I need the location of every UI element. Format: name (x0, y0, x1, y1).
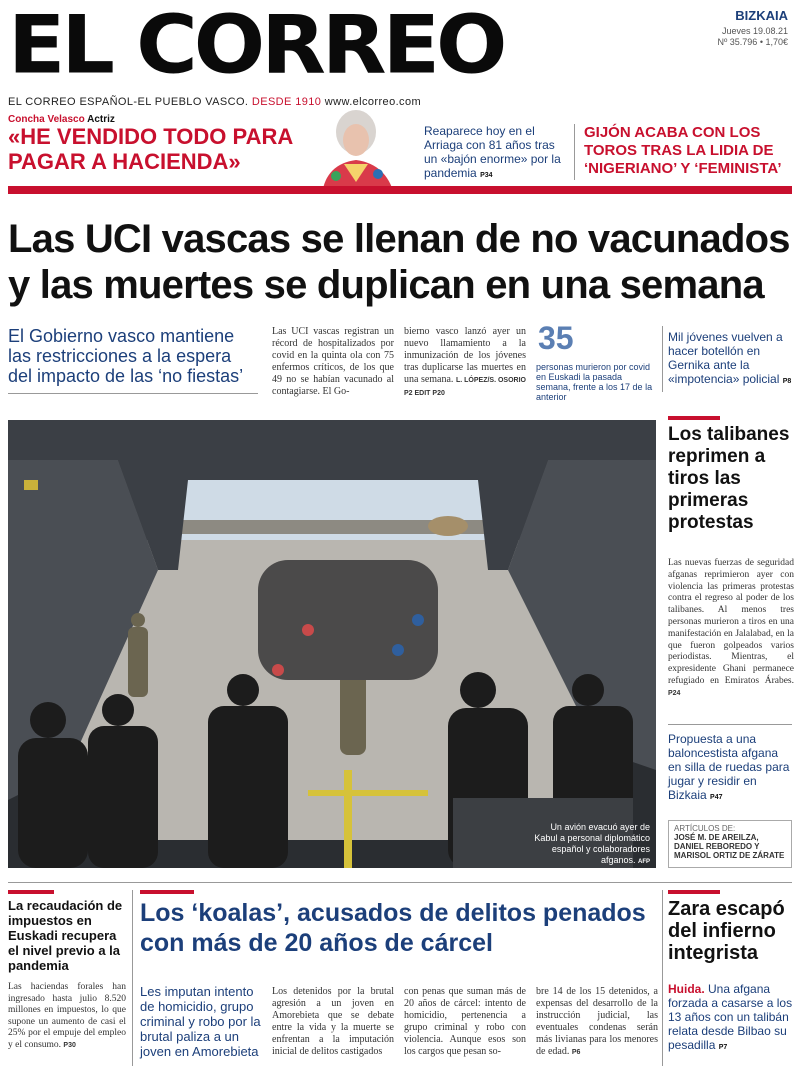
baloncesto-text: Propuesta a una baloncestista afgana en silla de ruedas para jugar y residir en Bizkaia (668, 732, 790, 802)
velasco-portrait (304, 102, 404, 194)
talibanes-body (668, 558, 794, 700)
teaser-divider (574, 124, 575, 180)
opinion-label: ARTÍCULOS DE: (674, 824, 736, 833)
lead-headline[interactable]: Las UCI vascas se llenan de no vacunados y las muertes se duplican en una semana (8, 217, 790, 307)
zara-teaser (668, 982, 794, 1055)
arriaga-text: Reaparece hoy en el Arriaga con 81 años tras un «bajón enorme» por la pandemia (424, 124, 561, 180)
talibanes-page: P24 (668, 689, 681, 697)
opinion-box (668, 820, 792, 868)
kicker-role: Actriz (87, 114, 115, 125)
botellon-page: P8 (782, 378, 792, 385)
tagline-since: DESDE 1910 (251, 96, 322, 108)
baloncesto-teaser[interactable] (668, 732, 794, 805)
side-divider (662, 326, 663, 392)
recaudacion-headline[interactable]: La recaudación de impuestos en Euskadi recupera el nivel previo a la pandemia (8, 898, 123, 973)
column-divider (132, 890, 133, 1066)
botellon-text: Mil jóvenes vuelven a hacer botellón en Gernika ante la «impotencia» policial (668, 330, 783, 386)
caption-text: Un avión evacuó ayer de Kabul a personal diplomático español y colaboradores afganos. (534, 822, 650, 865)
section-marker (668, 890, 720, 894)
lead-body-col1: Las UCI vascas registran un récord de hospitalizados por covid en la quinta ola con 75 enfermos críticos, de los que 49 no se habían vacunado al contagiarse. El Go- (272, 326, 394, 397)
koalas-page: P6 (571, 1049, 581, 1056)
koalas-body-col3 (536, 986, 658, 1059)
koalas-body-col2: con penas que suman más de 20 años de cárcel: intento de homicidio, pertenencia a grupo criminal y robo con violencia. Aunque esos son los cargos que pesan so- (404, 986, 526, 1057)
issue-date: Jueves 19.08.21 (721, 26, 788, 36)
bottom-rule (8, 882, 792, 883)
lead-body-col2 (404, 326, 526, 400)
baloncesto-page: P47 (710, 794, 723, 801)
lead-col2-text: bierno vasco lanzó ayer un nuevo llamamiento a la inmunización de los jóvenes tras duplicarse las muertes en una semana. (404, 326, 526, 385)
masthead-red-bar (8, 186, 792, 194)
koalas-headline[interactable]: Los ‘koalas’, acusados de delitos penados con más de 20 años de cárcel (140, 899, 646, 957)
arriaga-page: P34 (480, 172, 493, 179)
issue-number-price: Nº 35.796 • 1,70€ (717, 37, 788, 47)
koalas-subhead: Les imputan intento de homicidio, grupo criminal y robo por la brutal paliza a un joven en Amorebieta (140, 984, 261, 1059)
stat-value: 35 (538, 320, 574, 356)
zara-kicker: Huida. (668, 982, 705, 996)
section-marker (140, 890, 194, 894)
recaudacion-page: P30 (63, 1041, 76, 1049)
recaudacion-text: Las haciendas forales han ingresado hasta julio 8.520 millones en impuestos, lo que supone un aumento de casi el 25% por el empuje del empleo y el consumo. (8, 982, 126, 1050)
edition-region: BIZKAIA (735, 8, 788, 23)
arriaga-teaser[interactable] (424, 124, 564, 183)
talibanes-headline[interactable]: Los talibanes reprimen a tiros las primeras protestas (668, 424, 790, 533)
tagline-text: EL CORREO ESPAÑOL-EL PUEBLO VASCO. (8, 96, 249, 108)
zara-page: P7 (718, 1044, 728, 1051)
side-rule (668, 724, 792, 725)
lead-byline: L. LÓPEZ/S. OSORIO (455, 377, 526, 384)
evacuation-photo (8, 420, 656, 868)
subhead-rule (8, 393, 258, 394)
gijon-text: GIJÓN ACABA CON LOS TOROS TRAS LA LIDIA DE ‘NIGERIANO’ Y ‘FEMINISTA’ (584, 124, 781, 177)
lead-subhead: El Gobierno vasco mantiene las restricciones a la espera del impacto de las ‘no fiestas’ (8, 326, 244, 386)
velasco-headline[interactable]: «HE VENDIDO TODO PARA PAGAR A HACIENDA» (8, 124, 293, 174)
zara-headline[interactable]: Zara escapó del infierno integrista (668, 898, 785, 964)
talibanes-text: Las nuevas fuerzas de seguridad afganas reprimieron ayer con violencia las primeras protestas contra el regreso al poder de los talibanes. Al menos tres personas murieron a tiros en una manifestación en Jalalabad, en la que fueron golpeados varios periodistas. Mientras, el expresidente Ghani permanece refugiado en Emiratos Árabes. (668, 558, 794, 686)
recaudacion-body (8, 982, 126, 1051)
photo-credit: AFP (638, 859, 650, 865)
lead-byline-pages: P2 EDIT P20 (404, 390, 445, 397)
section-marker (8, 890, 54, 894)
koalas-col3-text: bre 14 de los 15 detenidos, a expensas del desarrollo de la instrucción judicial, las eventuales condenas serán más livianas para los menores de edad. (536, 986, 658, 1057)
opinion-authors: JOSÉ M. DE AREILZA, DANIEL REBOREDO Y MARISOL ORTIZ DE ZÁRATE (674, 833, 785, 860)
stat-note: personas murieron por covid en Euskadi la pasada semana, frente a los 17 de la anterior (536, 362, 653, 402)
photo-caption (532, 822, 650, 868)
kicker-name: Concha Velasco (8, 114, 85, 125)
zara-text: Una afgana forzada a casarse a los 13 años con un talibán relata desde Bilbao su pesadilla (668, 982, 793, 1052)
column-divider (662, 890, 663, 1066)
newspaper-logo: EL CORREO (8, 0, 504, 92)
botellon-teaser[interactable] (668, 330, 794, 389)
section-marker (668, 416, 720, 420)
website-url[interactable]: www.elcorreo.com (324, 96, 422, 108)
koalas-body-col1: Los detenidos por la brutal agresión a un joven en Amorebieta que se debate entre la vida y la muerte se enfrentan a la imputación inicial de delitos castigados (272, 986, 394, 1057)
